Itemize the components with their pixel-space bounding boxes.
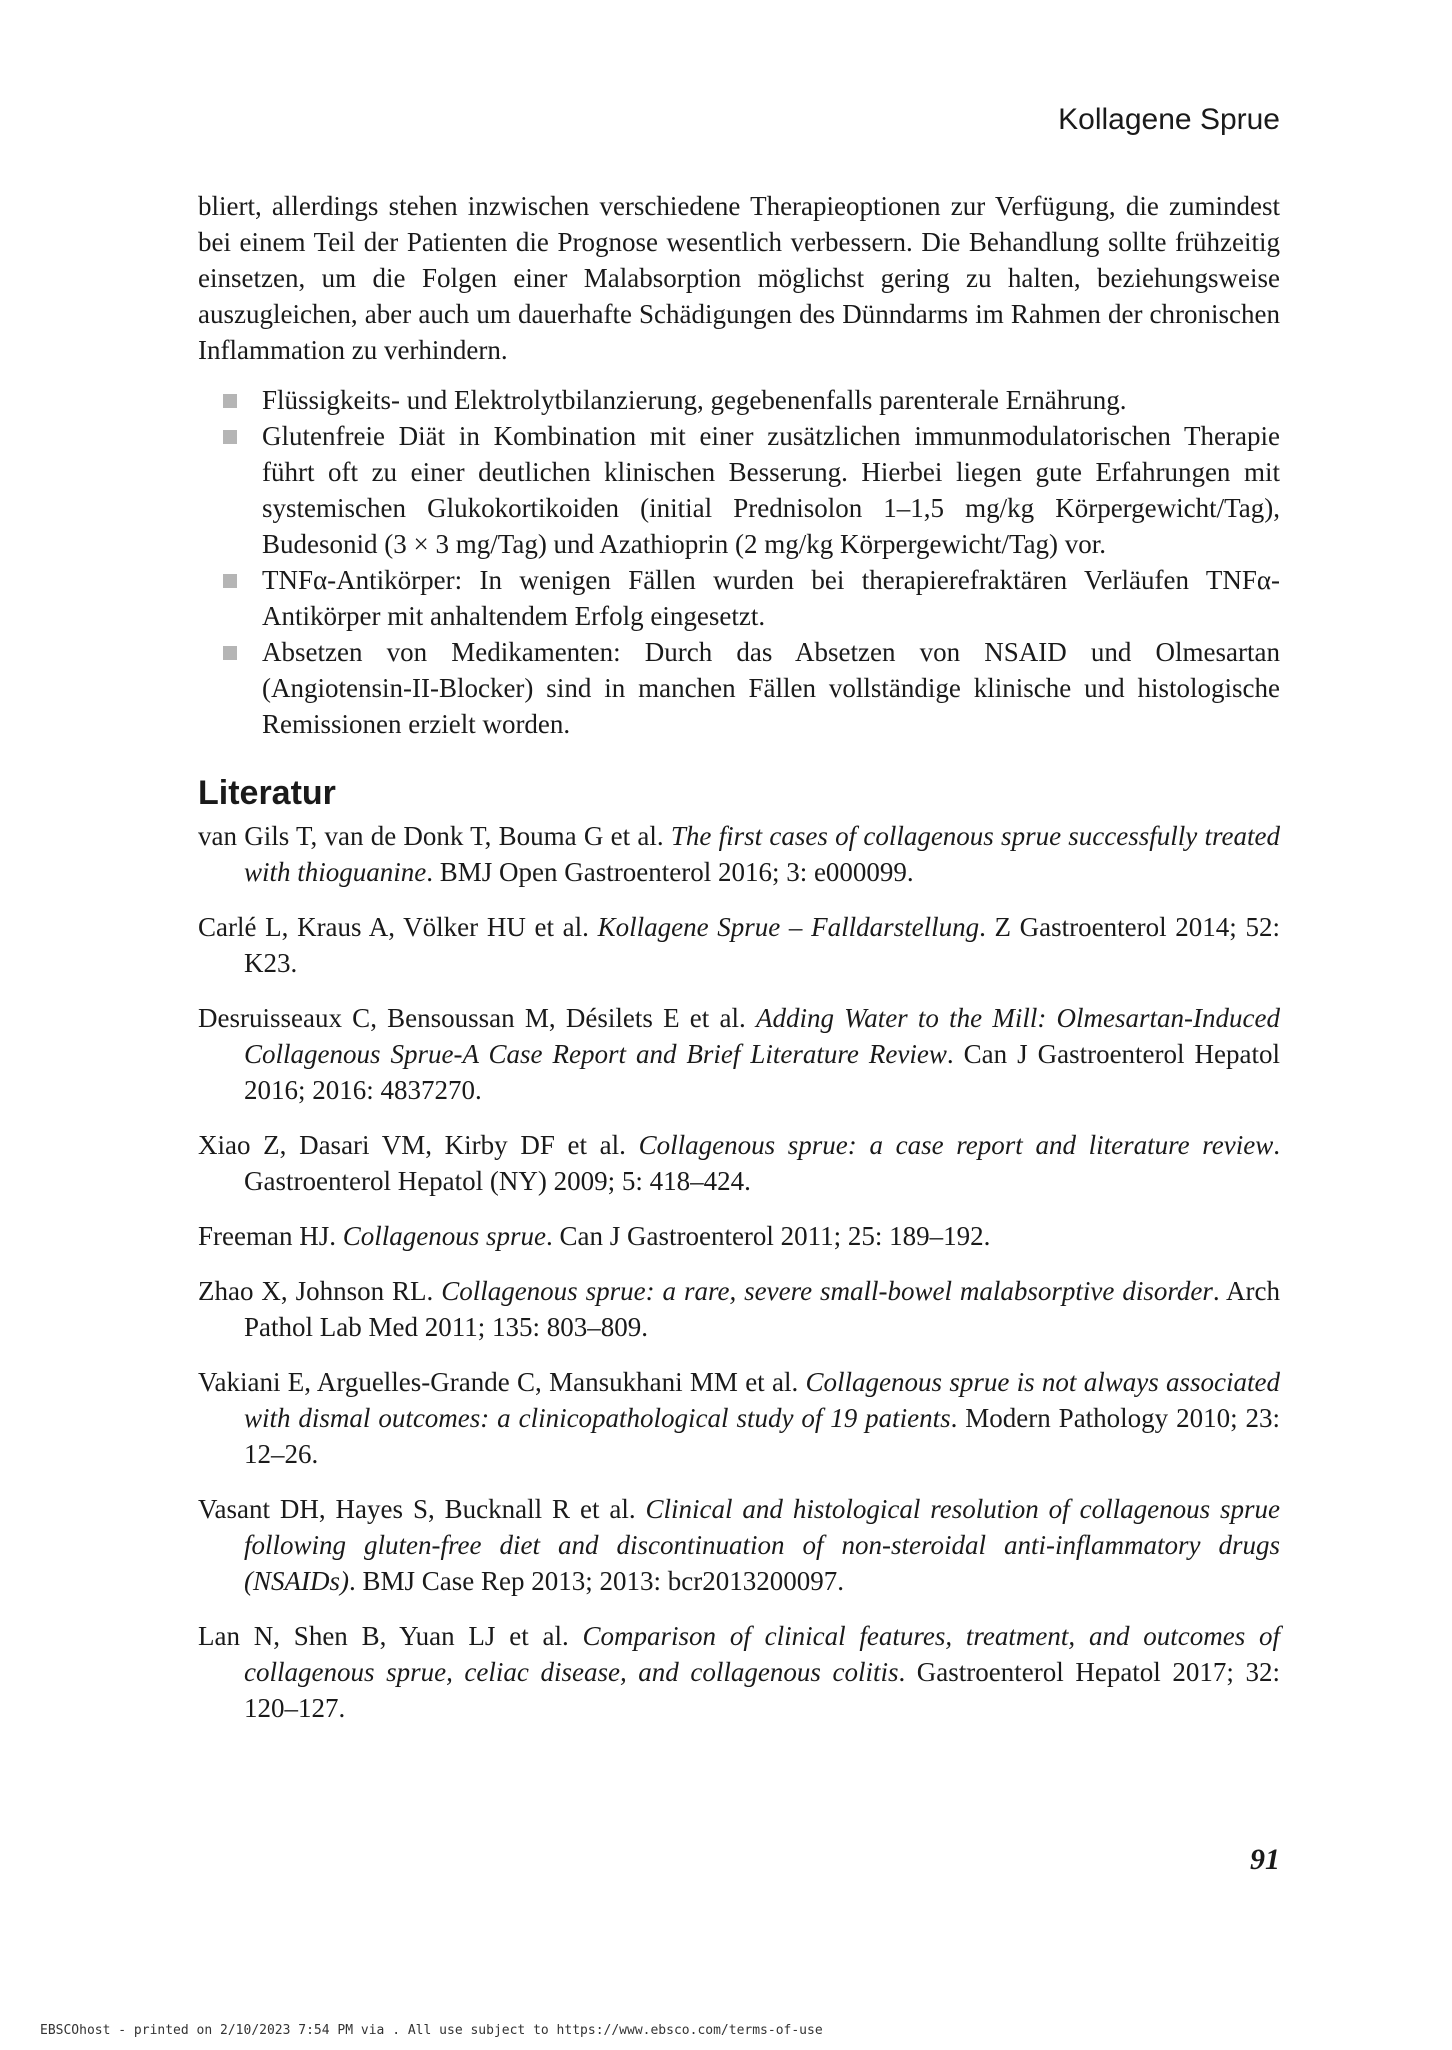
square-bullet-icon xyxy=(223,394,237,408)
square-bullet-icon xyxy=(223,430,237,444)
therapy-list-item: Glutenfreie Diät in Kombination mit einer zusätzlichen immunmodulatorischen Therapie führt oft zu einer deutlichen klinischen Besserung. Hierbei liegen gute Erfahrungen mit systemischen Glukokortikoiden (initial Prednisolon 1–1,5 mg/kg Körpergewicht/Tag), Budesonid (3 × 3 mg/Tag) und Azathioprin (2 mg/kg Körpergewicht/Tag) vor. xyxy=(198,418,1280,562)
main-content xyxy=(198,188,1280,1745)
reference-item: Freeman HJ. Collagenous sprue. Can J Gastroenterol 2011; 25: 189–192. xyxy=(198,1221,991,1251)
therapy-list xyxy=(198,382,1280,742)
reference-item: Zhao X, Johnson RL. Collagenous sprue: a rare, severe small-bowel malabsorptive disorder. Arch Pathol Lab Med 2011; 135: 803–809. xyxy=(198,1276,1280,1342)
square-bullet-icon xyxy=(223,574,237,588)
therapy-list-item: Flüssigkeits- und Elektrolytbilanzierung, gegebenenfalls parenterale Ernährung. xyxy=(198,382,1280,418)
reference-item: Carlé L, Kraus A, Völker HU et al. Kollagene Sprue – Falldarstellung. Z Gastroenterol 2014; 52: K23. xyxy=(198,912,1280,978)
reference-list xyxy=(198,818,1280,1726)
therapy-list-item: TNFα-Antikörper: In wenigen Fällen wurden bei therapierefraktären Verläufen TNFα-Antikörper mit anhaltendem Erfolg eingesetzt. xyxy=(198,562,1280,634)
reference-item: Lan N, Shen B, Yuan LJ et al. Comparison of clinical features, treatment, and outcomes of collagenous sprue, celiac disease, and collagenous colitis. Gastroenterol Hepatol 2017; 32: 120–127. xyxy=(198,1621,1281,1723)
therapy-list-item: Absetzen von Medikamenten: Durch das Absetzen von NSAID und Olmesartan (Angiotensin-II-Blocker) sind in manchen Fällen vollständige klinische und histologische Remissionen erzielt worden. xyxy=(198,634,1280,742)
reference-item: Desruisseaux C, Bensoussan M, Désilets E et al. Adding Water to the Mill: Olmesartan-Induced Collagenous Sprue-A Case Report and Brief Literature Review. Can J Gastroenterol Hepatol 2016; 2016: 4837270. xyxy=(198,1003,1281,1105)
running-header: Kollagene Sprue xyxy=(1058,103,1280,136)
page-number: 91 xyxy=(1250,1843,1280,1876)
reference-item: van Gils T, van de Donk T, Bouma G et al. The first cases of collagenous sprue successfully treated with thioguanine. BMJ Open Gastroenterol 2016; 3: e000099. xyxy=(198,821,1280,887)
literature-heading: Literatur xyxy=(198,774,336,812)
reference-item: Vakiani E, Arguelles-Grande C, Mansukhani MM et al. Collagenous sprue is not always associated with dismal outcomes: a clinicopathological study of 19 patients. Modern Pathology 2010; 23: 12–26. xyxy=(198,1367,1280,1469)
footer-notice: EBSCOhost - printed on 2/10/2023 7:54 PM via . All use subject to https://www.ebsco.com/terms-of-use xyxy=(40,2023,823,2038)
reference-item: Vasant DH, Hayes S, Bucknall R et al. Clinical and histological resolution of collagenous sprue following gluten-free diet and discontinuation of non-steroidal anti-inflammatory drugs (NSAIDs). BMJ Case Rep 2013; 2013: bcr2013200097. xyxy=(198,1494,1280,1596)
square-bullet-icon xyxy=(223,646,237,660)
reference-item: Xiao Z, Dasari VM, Kirby DF et al. Collagenous sprue: a case report and literature review. Gastroenterol Hepatol (NY) 2009; 5: 418–424. xyxy=(198,1130,1281,1196)
intro-paragraph: bliert, allerdings stehen inzwischen verschiedene Therapieoptionen zur Verfügung, die zumindest bei einem Teil der Patienten die Prognose wesentlich verbessern. Die Behandlung sollte frühzeitig einsetzen, um die Folgen einer Malabsorption möglichst gering zu halten, beziehungsweise auszugleichen, aber auch um dauerhafte Schädigungen des Dünndarms im Rahmen der chronischen Inflammation zu verhindern. xyxy=(198,191,1280,365)
